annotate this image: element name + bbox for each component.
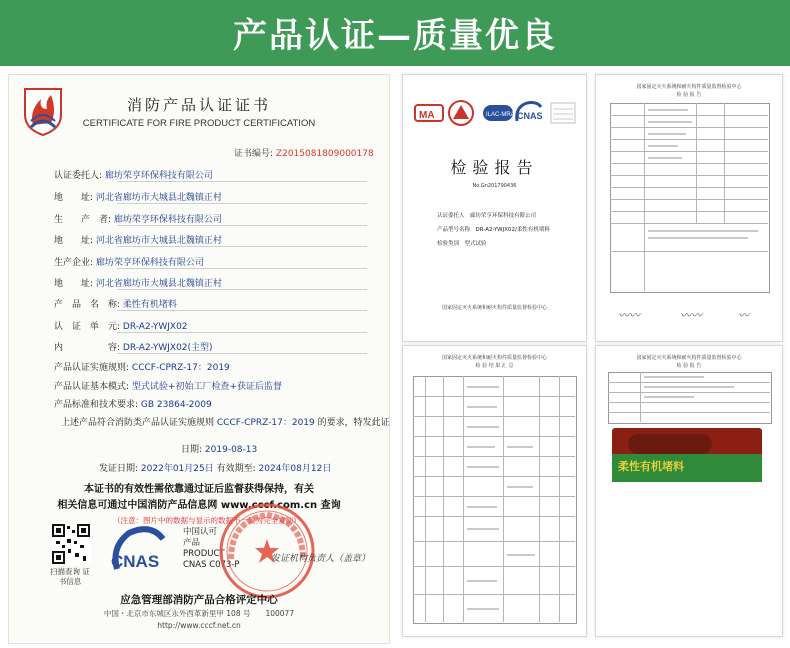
divider <box>117 353 367 354</box>
qr-caption: 扫描查询 证书信息 <box>50 567 90 586</box>
divider <box>117 289 367 290</box>
page-subheader: 检 验 结 果 汇 总 <box>475 363 514 369</box>
product-photo <box>612 428 762 482</box>
divider <box>117 181 367 182</box>
cert-row <box>54 297 177 310</box>
cert-row-label: 地 址: <box>54 236 94 246</box>
header-banner <box>0 0 790 66</box>
certificate-title-en: CERTIFICATE FOR FIRE PRODUCT CERTIFICATION <box>82 118 316 129</box>
certificate-validity <box>99 461 331 474</box>
qr-code-icon <box>51 523 91 565</box>
cert-row-value: 型式试验+初始工厂检查+获证后监督 <box>131 382 283 392</box>
results-table <box>413 376 577 624</box>
report-info-row <box>437 211 536 219</box>
report-page-info <box>595 74 783 342</box>
cert-row-value: CCCF-CPRZ-17：2019 <box>131 363 230 373</box>
report-info-value: 型式试验 <box>464 241 487 247</box>
report-footer: 国家固定灭火系统和耐火构件质量监督检验中心 <box>441 305 547 311</box>
cert-row <box>54 379 282 392</box>
divider <box>117 268 367 269</box>
product-sample <box>628 434 712 454</box>
svg-text:CNAS: CNAS <box>517 111 543 121</box>
signature-mark: 〰〰 <box>618 309 640 322</box>
cert-row-value: 廊坊荣亨环保科技有限公司 <box>95 258 204 268</box>
svg-text:ILAC-MRA: ILAC-MRA <box>486 112 515 118</box>
cert-row-label: 地 址: <box>54 279 94 289</box>
svg-text:CNAS: CNAS <box>111 552 160 571</box>
report-page-results <box>402 345 587 637</box>
declaration-rule: CCCF-CPRZ-17：2019 <box>216 418 315 428</box>
organization-address: 中国・北京市东城区永外西革新里甲 108 号 100077 <box>103 609 295 618</box>
divider <box>117 203 367 204</box>
cert-row-value: 河北省廊坊市大城县北魏镇正村 <box>95 279 222 289</box>
report-page-photo <box>595 345 783 637</box>
cert-row-value: DR-A2-YWJX02 <box>122 322 188 332</box>
date-label: 日期: <box>181 445 203 455</box>
issue-label: 发证日期: <box>99 464 139 474</box>
accreditation-logos-icon <box>413 97 578 131</box>
cert-row <box>54 212 222 225</box>
cert-row-label: 认 证 单 元: <box>54 322 121 332</box>
report-info-row <box>437 239 487 247</box>
issuing-organization: 应急管理部消防产品合格评定中心 <box>120 594 278 606</box>
banner-title: 产品认证—质量优良 <box>233 16 557 56</box>
issue-date: 2022年01月25日 <box>140 464 214 474</box>
certificate-date <box>181 442 257 455</box>
cnas-line: 产品 <box>183 538 201 548</box>
report-info-label: 产品型号名称 <box>437 227 471 233</box>
cert-row-value: 河北省廊坊市大城县北魏镇正村 <box>95 193 222 203</box>
report-title: 检验报告 <box>450 158 539 177</box>
report-info-value: 廊坊荣亨环保科技有限公司 <box>470 213 537 219</box>
cert-row-label: 产 品 名 称: <box>54 300 121 310</box>
cert-row-label: 认证委托人: <box>54 171 103 181</box>
certificate-note-2: 相关信息可通过中国消防产品信息网 www.cccf.com.cn 查询 <box>57 500 341 511</box>
cert-row-value: GB 23864-2009 <box>140 400 212 410</box>
divider <box>117 225 367 226</box>
svg-text:MA: MA <box>419 110 435 121</box>
product-label: 柔性有机堵料 <box>618 460 684 473</box>
certificate-note-1: 本证书的有效性需依靠通过证后监督获得保持，有关 <box>84 484 314 495</box>
cert-row <box>54 233 222 246</box>
cert-row <box>54 340 213 353</box>
cert-row-label: 生 产 者: <box>54 215 112 225</box>
cert-row-label: 产品标准和技术要求: <box>54 400 139 410</box>
cert-row <box>54 360 230 373</box>
photo-info-table <box>608 372 772 424</box>
page-header: 国家固定灭火系统和耐火构件质量监督检验中心 <box>441 355 547 361</box>
page-subheader: 检 验 报 告 <box>676 363 702 369</box>
report-number: No.Gn201790436 <box>472 183 517 189</box>
certificate-number-value: Z2015081809000178 <box>275 149 374 159</box>
info-table <box>610 103 770 293</box>
divider <box>117 332 367 333</box>
expiry-label: 有效期至: <box>216 464 256 474</box>
cert-row-label: 地 址: <box>54 193 94 203</box>
cert-row-label: 产品认证基本模式: <box>54 382 130 392</box>
report-info-row <box>437 225 550 233</box>
cert-row-label: 产品认证实施规则: <box>54 363 130 373</box>
cnas-logo-icon <box>107 525 169 581</box>
certificate <box>8 74 390 644</box>
divider <box>117 310 367 311</box>
cert-row <box>54 190 222 203</box>
cnas-line: PRODUCT <box>183 549 225 559</box>
cert-row <box>54 255 204 268</box>
divider <box>117 246 367 247</box>
page-subheader: 检 验 报 告 <box>676 92 702 98</box>
report-cover <box>402 74 587 342</box>
cnas-line: 中国认可 <box>183 527 218 537</box>
declaration-prefix: 上述产品符合消防类产品认证实施规则 <box>61 418 215 428</box>
cnas-line: CNAS C073-P <box>183 560 240 570</box>
warning-note: （注意：图片中的数据与显示的数据不一致为完全复制） <box>113 516 301 525</box>
certificate-title: 消防产品认证证书 <box>126 96 271 114</box>
cert-row-value: 廊坊荣亨环保科技有限公司 <box>104 171 213 181</box>
organization-website: http://www.cccf.net.cn <box>157 621 241 630</box>
cert-row-label: 内 容: <box>54 343 121 353</box>
cert-row-value: 廊坊荣亨环保科技有限公司 <box>113 215 222 225</box>
report-info-value: DR-A2-YWJX02/柔性有机堵料 <box>475 227 550 233</box>
signature-line: 发证机构负责人（盖章） <box>271 554 371 564</box>
cert-row <box>54 168 213 181</box>
signature-mark: 〰〰 <box>680 309 702 322</box>
page-header: 国家固定灭火系统和耐火构件质量监督检验中心 <box>636 84 742 90</box>
date-value: 2019-08-13 <box>204 445 258 455</box>
cert-row-value: 柔性有机堵料 <box>122 300 177 310</box>
signature-mark: 〰 <box>738 309 749 322</box>
cert-row <box>54 276 222 289</box>
certificate-declaration <box>61 415 390 428</box>
expiry-date: 2024年08月12日 <box>258 464 332 474</box>
cert-row-label: 生产企业: <box>54 258 94 268</box>
certificate-number <box>234 146 374 159</box>
cert-row <box>54 319 188 332</box>
cert-row <box>54 397 212 410</box>
cert-row-value: DR-A2-YWJX02(主型) <box>122 343 213 353</box>
report-info-label: 认证委托人 <box>437 213 465 219</box>
declaration-suffix: 的要求，特发此证 <box>317 418 390 428</box>
cert-row-value: 河北省廊坊市大城县北魏镇正村 <box>95 236 222 246</box>
page-header: 国家固定灭火系统和耐火构件质量监督检验中心 <box>636 355 742 361</box>
report-info-label: 检验类别 <box>437 241 460 247</box>
certificate-number-label: 证书编号: <box>234 149 274 159</box>
